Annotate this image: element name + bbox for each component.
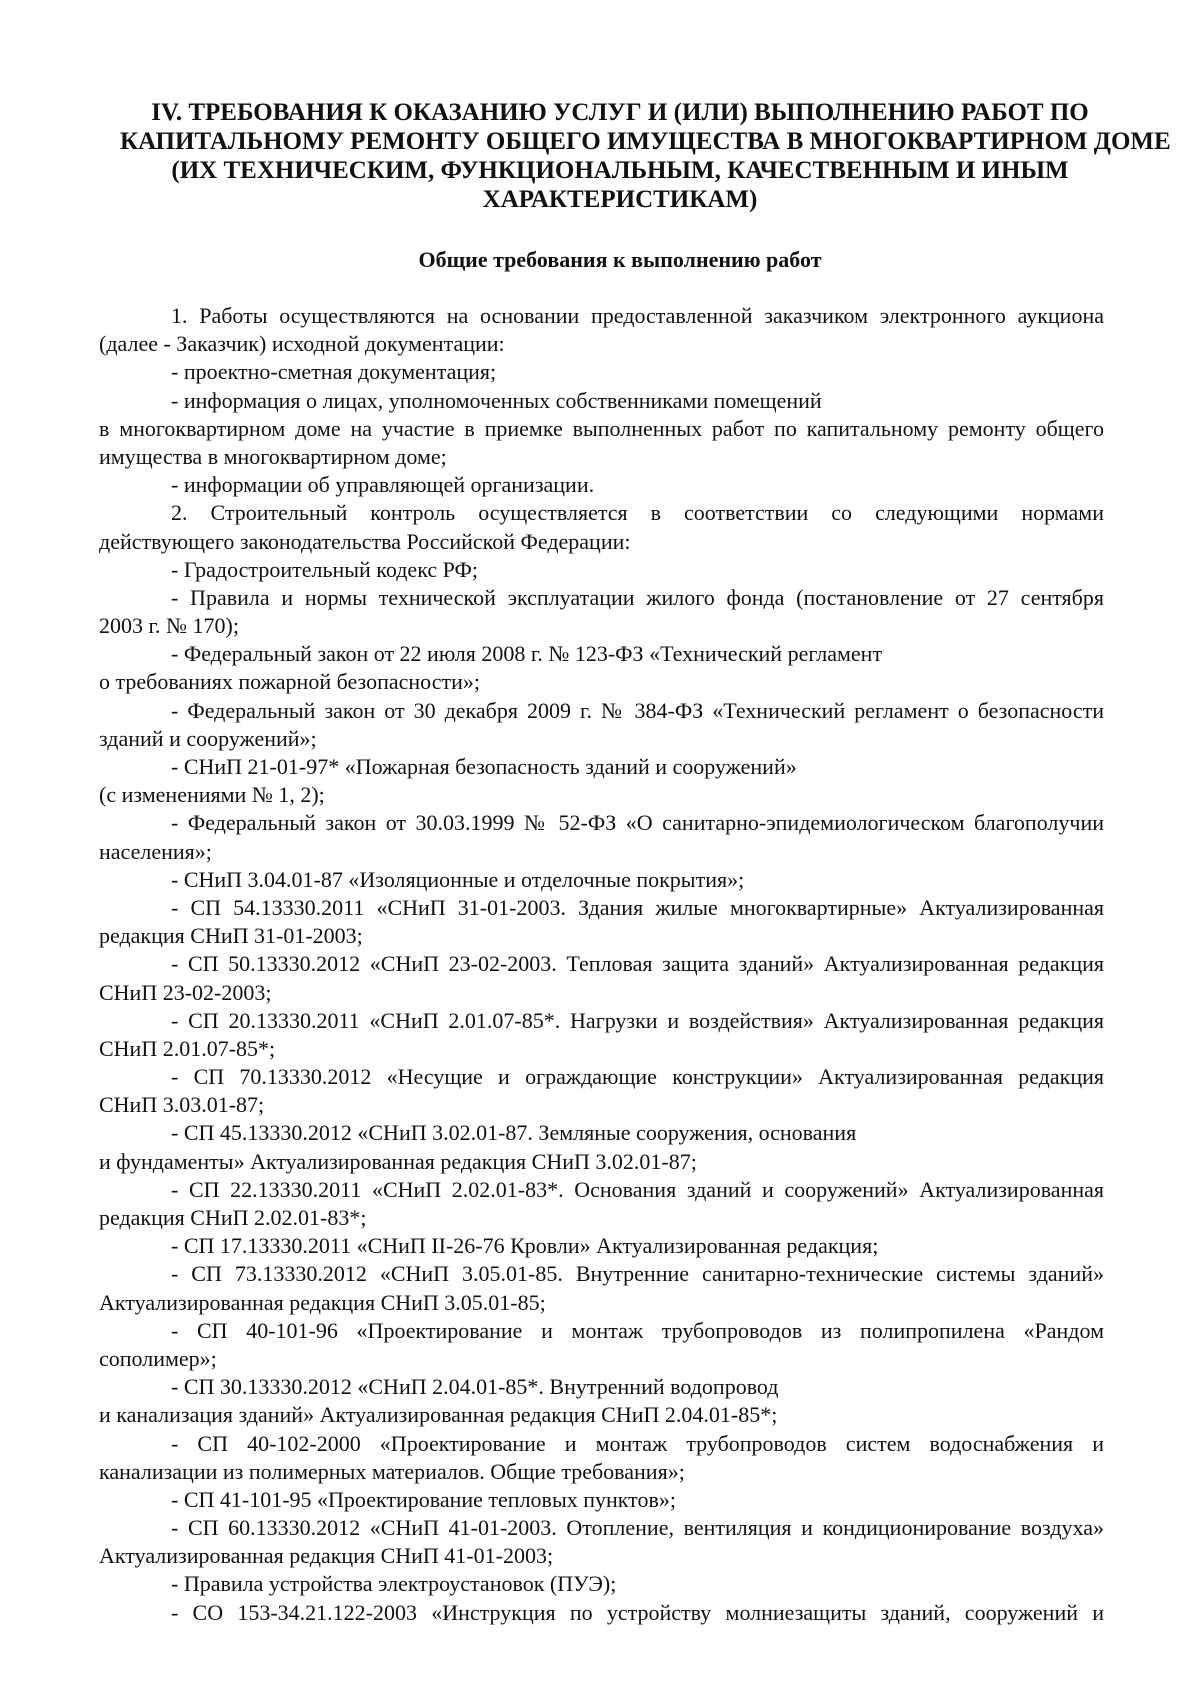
list-item: - СП 40-101-96 «Проектирование и монтаж трубопроводов из полипропилена «Рандом xyxy=(171,1317,1104,1343)
list-item: - СП 70.13330.2012 «Несущие и ограждающие конструкции» Актуализированная редакция xyxy=(171,1064,1104,1090)
text-line: СНиП 2.01.07-85*; xyxy=(99,1035,276,1061)
text-line: имущества в многоквартирном доме; xyxy=(99,443,447,469)
text-line: СНиП 3.03.01-87; xyxy=(99,1092,265,1118)
text-line: 2. Строительный контроль осуществляется в соответствии со следующими нормами xyxy=(171,500,1104,526)
section-heading xyxy=(120,98,1171,214)
text-line: Актуализированная редакция СНиП 41-01-2003; xyxy=(99,1543,554,1569)
list-item: - СП 41-101-95 «Проектирование тепловых пунктов»; xyxy=(171,1486,676,1512)
heading-line: IV. ТРЕБОВАНИЯ К ОКАЗАНИЮ УСЛУГ И (ИЛИ) ВЫПОЛНЕНИЮ РАБОТ ПО xyxy=(151,99,1089,126)
list-item: - СП 45.13330.2012 «СНиП 3.02.01-87. Земляные сооружения, основания xyxy=(171,1120,857,1146)
list-item: - информации об управляющей организации. xyxy=(171,472,595,498)
list-item: - Правила и нормы технической эксплуатации жилого фонда (постановление от 27 сентября xyxy=(171,584,1104,610)
text-line: зданий и сооружений»; xyxy=(99,725,317,751)
list-item: - СО 153-34.21.122-2003 «Инструкция по устройству молниезащиты зданий, сооружений и xyxy=(171,1599,1104,1625)
text-line: сополимер»; xyxy=(99,1345,217,1371)
text-line: редакция СНиП 2.02.01-83*; xyxy=(99,1205,367,1230)
text-line: (с изменениями № 1, 2); xyxy=(99,782,325,808)
list-item: - СП 17.13330.2011 «СНиП II-26-76 Кровли» Актуализированная редакция; xyxy=(171,1233,879,1259)
list-item: - СП 50.13330.2012 «СНиП 23-02-2003. Тепловая защита зданий» Актуализированная редакция xyxy=(171,951,1104,977)
list-item: - СП 20.13330.2011 «СНиП 2.01.07-85*. Нагрузки и воздействия» Актуализированная редакция xyxy=(171,1007,1104,1033)
list-item: - Федеральный закон от 30 декабря 2009 г. № 384-ФЗ «Технический регламент о безопасности xyxy=(171,697,1104,723)
list-item: - СП 22.13330.2011 «СНиП 2.02.01-83*. Основания зданий и сооружений» Актуализированная xyxy=(171,1176,1104,1202)
text-line: редакция СНиП 31-01-2003; xyxy=(99,923,363,949)
list-item: - СП 54.13330.2011 «СНиП 31-01-2003. Здания жилые многоквартирные» Актуализированная xyxy=(171,894,1104,920)
text-line: и фундаменты» Актуализированная редакция СНиП 3.02.01-87; xyxy=(99,1148,697,1174)
list-item: - проектно-сметная документация; xyxy=(171,359,497,385)
text-line: населения»; xyxy=(99,838,212,864)
heading-line: ХАРАКТЕРИСТИКАМ) xyxy=(482,186,758,213)
text-line: (далее - Заказчик) исходной документации: xyxy=(99,331,505,357)
list-item: - СП 40-102-2000 «Проектирование и монтаж трубопроводов систем водоснабжения и xyxy=(171,1430,1104,1456)
text-line: 2003 г. № 170); xyxy=(99,613,239,639)
text-line: о требованиях пожарной безопасности»; xyxy=(99,669,480,695)
list-item: - Градостроительный кодекс РФ; xyxy=(171,556,478,582)
text-line: действующего законодательства Российской Федерации: xyxy=(99,528,631,554)
list-item: - Правила устройства электроустановок (ПУЭ); xyxy=(171,1571,617,1597)
text-line: 1. Работы осуществляются на основании предоставленной заказчиком электронного аукциона xyxy=(171,303,1104,328)
text-line: СНиП 23-02-2003; xyxy=(99,979,272,1005)
heading-line: КАПИТАЛЬНОМУ РЕМОНТУ ОБЩЕГО ИМУЩЕСТВА В МНОГОКВАРТИРНОМ ДОМЕ xyxy=(120,128,1171,155)
text-line: Актуализированная редакция СНиП 3.05.01-85; xyxy=(99,1289,546,1315)
list-item: - Федеральный закон от 30.03.1999 № 52-ФЗ «О санитарно-эпидемиологическом благополучии xyxy=(171,810,1104,836)
list-item: - информация о лицах, уполномоченных собственниками помещений xyxy=(171,387,822,413)
text-line: канализации из полимерных материалов. Общие требования»; xyxy=(99,1458,685,1484)
list-item: - СП 30.13330.2012 «СНиП 2.04.01-85*. Внутренний водопровод xyxy=(171,1374,779,1400)
text-line: в многоквартирном доме на участие в приемке выполненных работ по капитальному ремонту общего xyxy=(99,415,1104,441)
list-item: - СНиП 21-01-97* «Пожарная безопасность зданий и сооружений» xyxy=(171,754,797,779)
list-item: - СНиП 3.04.01-87 «Изоляционные и отделочные покрытия»; xyxy=(171,866,745,892)
list-item: - Федеральный закон от 22 июля 2008 г. № 123-ФЗ «Технический регламент xyxy=(171,641,883,667)
document-body xyxy=(99,302,1104,1627)
heading-line: (ИХ ТЕХНИЧЕСКИМ, ФУНКЦИОНАЛЬНЫМ, КАЧЕСТВЕННЫМ И ИНЫМ xyxy=(171,157,1069,184)
list-item: - СП 60.13330.2012 «СНиП 41-01-2003. Отопление, вентиляция и кондиционирование воздуха» xyxy=(171,1515,1104,1541)
list-item: - СП 73.13330.2012 «СНиП 3.05.01-85. Внутренние санитарно-технические системы зданий» xyxy=(171,1261,1104,1287)
text-line: и канализация зданий» Актуализированная редакция СНиП 2.04.01-85*; xyxy=(99,1402,778,1428)
subsection-heading: Общие требования к выполнению работ xyxy=(418,247,822,272)
